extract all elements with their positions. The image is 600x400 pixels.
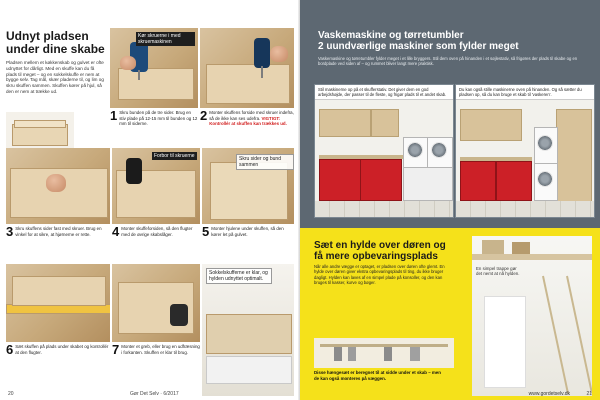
step-3-photo [6, 148, 110, 224]
laundry-intro: Vaskemaskine og tørretumbler fylder meget i et lille bryggers. Stil dem oven på hinanden i et søjlestativ, så frigøres der plads til skabe og en bordplade ved siden af – og rummet bliver langt mere praktisk. [318, 56, 578, 67]
left-page-number: 20 [8, 391, 14, 397]
laundry-room-photo-left [314, 84, 454, 218]
step-1-text: Skru bunden på de tre sider. Brug en stiv plade på 12-15 mm til bunden og 12 mm til siderne. [119, 110, 198, 127]
step-5 [202, 226, 294, 238]
finished-drawers-photo [202, 264, 294, 396]
left-page-intro: Pladsen mellem et køkkenskab og gulvet er ofte udnyttet for dårligt. Med en skuffe kan du få plads til meget – og en sokkelskuffe er nem at bygge selv. Tag mål, skær pladerne til, og lim og skru skuffen sammen. Skuffen kører på hjul, så den er nem at trække ud. [6, 60, 104, 94]
step-6 [6, 344, 110, 356]
step-4-photo [112, 148, 200, 224]
step-2-number: 2 [200, 108, 208, 123]
site-url[interactable]: www.gordetselv.dk [528, 391, 570, 397]
laundry-title: Vaskemaskine og tørretumbler [318, 30, 464, 41]
right-page [300, 0, 600, 400]
step-7 [112, 344, 200, 356]
step-5-photo [202, 148, 294, 224]
step-6-text: Sæt skuffen på plads under skabet og kontrollér at den flugter. [15, 344, 109, 355]
callout-predrill: Forbor til skruerne [154, 153, 195, 159]
hanging-set-photo [314, 338, 454, 368]
callout-screw: Kør skruerne i med skruemaskinen [136, 32, 195, 46]
laundry-room-photo-right [455, 84, 595, 218]
step-4 [112, 226, 200, 238]
right-page-number: 21 [586, 391, 592, 397]
step-4-number: 4 [112, 224, 120, 239]
step-2 [200, 110, 294, 127]
step-7-text: Monter et greb, eller brug en udfræsning i forkanten. Skuffen er klar til brug. [121, 344, 200, 355]
step-3 [6, 226, 110, 238]
room-left-caption: Stil maskinerne op på et skufferstativ. Det giver dem en god arbejdshøjde, der passer til de fleste, og frigør plads til et andet skab. [315, 85, 453, 100]
callout-finished: Sokkelskufferne er klar, og hylden udnyttet optimalt. [206, 268, 272, 284]
shelf-text: Når alle andre vægge er optaget, er pladsen over døren ofte glemt. En hylde over døren giver ekstra opbevaringsplads til ting, du ikke bruger dagligt. Hylden kan laves af en simpel plade på konsoller, og den kan bruges til kasser, kurve og bøger. [314, 264, 445, 286]
step-5-text: Monter hjulene under skuffen, så den kører let på gulvet. [211, 226, 284, 237]
photo-caption: En simpel trappe gør det nemt at nå hylden. [476, 266, 520, 277]
step-2-photo [200, 28, 294, 108]
callout-assemble: Skru sider og bund sammen [236, 154, 294, 170]
shelf-small-caption: Disse hængesæt er beregnet til at sidde under et skab – men de kan også monteres på væggen. [314, 370, 441, 381]
step-6-photo [6, 264, 110, 342]
step-1 [110, 110, 198, 127]
step-2-text: Monter skuffens forside med skruer indefra, så de ikke kan ses udefra. [209, 110, 294, 121]
door-shelf-photo [472, 236, 592, 396]
step-7-number: 7 [112, 342, 120, 357]
step-7-photo [112, 264, 200, 342]
step-3-text: Skru skuffens sider fast med skruer. Brug en vinkel for at sikre, at hjørnerne er rette. [15, 226, 102, 237]
drawer-photo [6, 112, 74, 152]
room-right-caption: Du kan også stille maskinerne oven på hinanden. Og så sætter du pladsen op, så du kan bruge et skab til 'vaskeren'. [456, 85, 594, 100]
step-5-number: 5 [202, 224, 210, 239]
step-1-number: 1 [110, 108, 118, 123]
laundry-subtitle: 2 uundværlige maskiner som fylder meget [318, 41, 519, 52]
step-6-number: 6 [6, 342, 14, 357]
step-4-text: Monter skuffeforsiden, så den flugter med de øvrige skabslåger. [121, 226, 193, 237]
shelf-title: Sæt en hylde over døren og få mere opbevaringsplads [314, 240, 446, 262]
step-3-number: 3 [6, 224, 14, 239]
left-page-title: Udnyt pladsen under dine skabe [6, 29, 105, 56]
left-folio: Gør Det Selv · 6/2017 [130, 391, 179, 397]
step-2-warning: VIGTIGT: Kontrollér at skuffen kan trækkes ud. [209, 115, 287, 127]
step-1-photo [110, 28, 198, 108]
